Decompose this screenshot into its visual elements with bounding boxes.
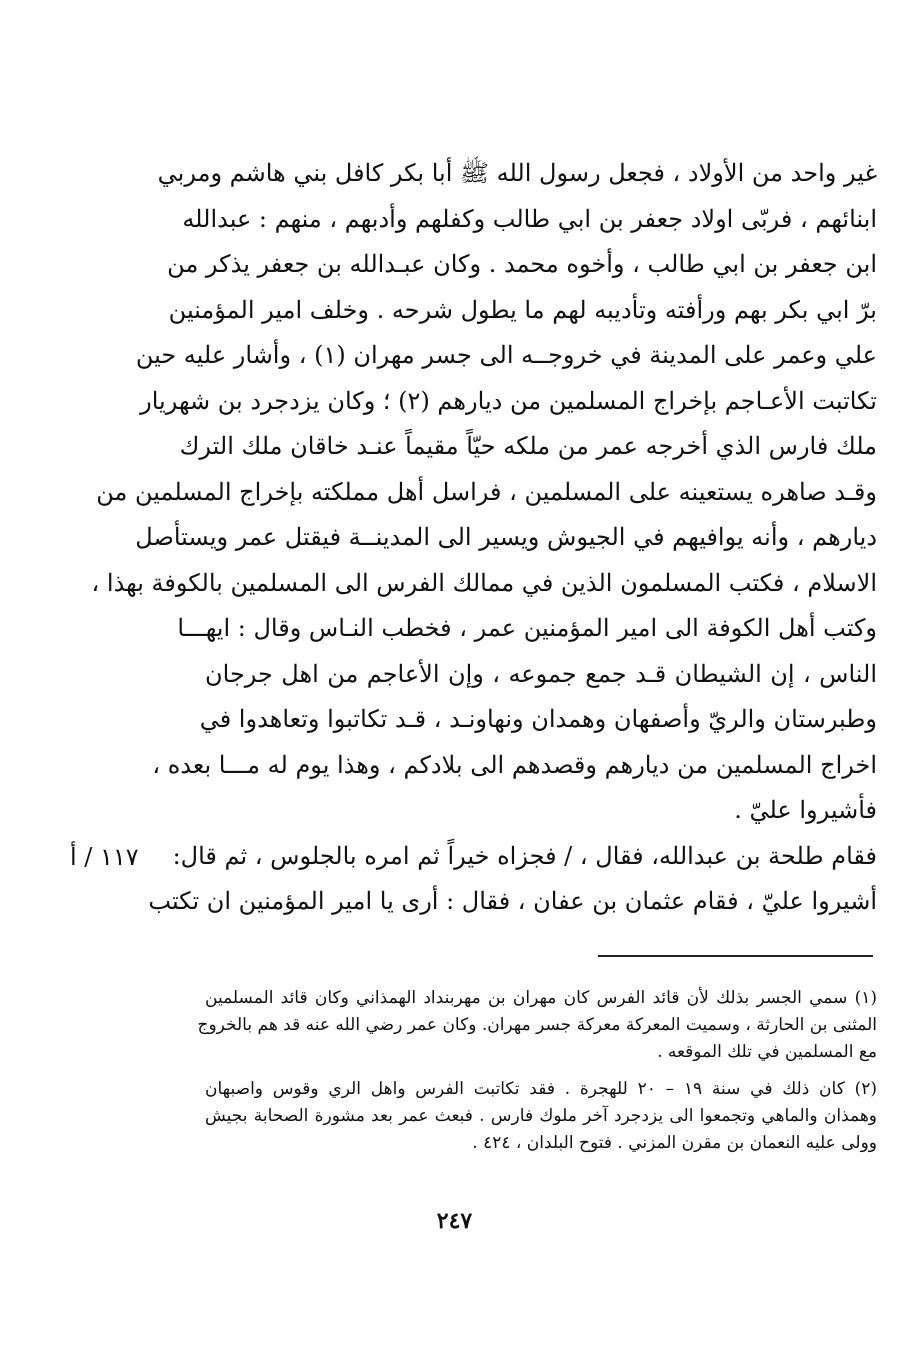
text-line: أشيروا عليّ ، فقام عثمان بن عفان ، فقال : أرى يا امير المؤمنين ان تكتب: [148, 887, 877, 915]
text-line: ابن جعفر بن ابي طالب ، وأخوه محمد . وكان عبـدالله بن جعفر يذكر من: [167, 250, 877, 278]
text-line: الاسلام ، فكتب المسلمون الذين في ممالك الفرس الى المسلمين بالكوفة بهذا ،: [91, 568, 877, 597]
text-line: اخراج المسلمين من ديارهم وقصدهم الى بلادكم ، وهذا يوم له مـــا بعده ،: [152, 750, 877, 779]
text-line: وقـد صاهره يستعينه على المسلمين ، فراسل أهل مملكته بإخراج المسلمين من: [96, 477, 877, 506]
footnote-line: وولى عليه النعمان بن مقرن المزني . فتوح البلدان ، ٤٢٤ .: [472, 1133, 877, 1153]
page-number: ٢٤٧: [436, 1208, 473, 1234]
text-line: برّ ابي بكر بهم ورأفته وتأديبه لهم ما يطول شرحه . وخلف امير المؤمنين: [168, 295, 877, 324]
text-line: فقام طلحة بن عبدالله، فقال ، / فجزاه خيراً ثم امره بالجلوس ، ثم قال:: [172, 841, 877, 870]
text-line: وكتب أهل الكوفة الى امير المؤمنين عمر ، فخطب النـاس وقال : ايهـــا: [177, 614, 877, 642]
text-line: وطبرستان والريّ وأصفهان وهمدان ونهاونـد ، قـد تكاتبوا وتعاهدوا في: [199, 705, 877, 733]
text-line: فأشيروا عليّ .: [734, 796, 877, 824]
footnote-line: وهمذان والماهي وتجمعوا الى يزدجرد آخر ملوك فارس . فبعث عمر بعد مشورة الصحابة بجيش: [205, 1106, 877, 1126]
footnotes-block: [197, 985, 877, 1167]
footnote-1: [197, 985, 877, 1066]
footnote-line: مع المسلمين في تلك الموقعه .: [657, 1042, 877, 1062]
text-line: ملك فارس الذي أخرجه عمر من ملكه حيّاً مقيماً عنـد خاقان ملك الترك: [179, 432, 877, 460]
footnote-separator: [598, 955, 873, 957]
text-line: ديارهم ، وأنه يوافيهم في الجيوش ويسير الى المدينــة فيقتل عمر ويستأصل: [135, 523, 877, 551]
footnote-line: المثنى بن الحارثة ، وسميت المعركة معركة جسر مهران. وكان عمر رضي الله عنه قد هم بالخروج: [197, 1015, 877, 1035]
text-line: ابنائهم ، فربّى اولاد جعفر بن ابي طالب وكفلهم وأدبهم ، منهم : عبدالله: [182, 204, 877, 233]
text-line: علي وعمر على المدينة في خروجــه الى جسر مهران (١) ، وأشار عليه حين: [135, 341, 877, 369]
footnote-line: (١) سمي الجسر بذلك لأن قائد الفرس كان مهران بن مهربنداد الهمذاني وكان قائد المسلمين: [205, 988, 877, 1008]
manuscript-folio-reference: ١١٧ / أ: [70, 843, 139, 871]
text-line: الناس ، إن الشيطان قـد جمع جموعه ، وإن الأعاجم من اهل جرجان: [205, 659, 877, 688]
text-line: غير واحد من الأولاد ، فجعل رسول الله ﷺ أبا بكر كافل بني هاشم ومربي: [157, 159, 877, 187]
footnote-line: (٢) كان ذلك في سنة ١٩ – ٢٠ للهجرة . فقد تكاتبت الفرس واهل الري وقوس واصبهان: [205, 1079, 877, 1099]
text-line: تكاتبت الأعـاجم بإخراج المسلمين من ديارهم (٢) ؛ وكان يزدجرد بن شهريار: [140, 386, 877, 415]
footnote-2: [205, 1076, 877, 1157]
